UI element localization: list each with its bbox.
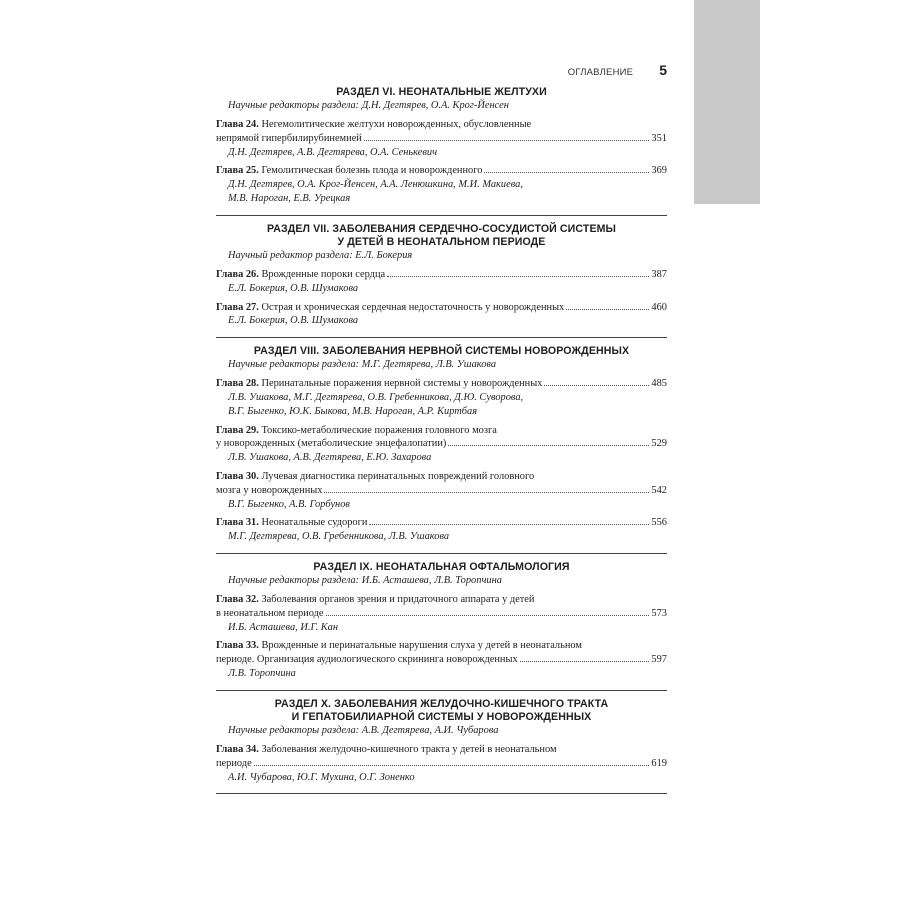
chapter-page-number: 351 — [651, 132, 667, 144]
dot-leader — [484, 172, 649, 173]
chapter-title-end: у новорожденных (метаболические энцефалопатии) — [216, 438, 447, 450]
chapter-entry[interactable] — [216, 424, 667, 465]
chapter-title-wrap — [216, 268, 385, 282]
chapter-title-last-line — [216, 437, 667, 451]
chapter-label: Глава 32. — [216, 593, 259, 605]
chapter-author-line: Л.В. Торопчина — [228, 667, 296, 679]
chapter-author-line: Е.Л. Бокерия, О.В. Шумакова — [228, 315, 359, 327]
chapter-title-wrap — [216, 377, 542, 391]
section-title-line: У ДЕТЕЙ В НЕОНАТАЛЬНОМ ПЕРИОДЕ — [337, 235, 546, 248]
chapter-author-line: Л.В. Ушакова, М.Г. Дегтярева, О.В. Гребенникова, Д.Ю. Суворова, — [228, 391, 524, 403]
section-title-line: РАЗДЕЛ VIII. ЗАБОЛЕВАНИЯ НЕРВНОЙ СИСТЕМЫ НОВОРОЖДЕННЫХ — [253, 345, 630, 358]
chapter-page-number: 387 — [651, 268, 667, 280]
chapter-label: Глава 28. — [216, 378, 259, 390]
chapter-author-line: А.И. Чубарова, Ю.Г. Мухина, О.Г. Зоненко — [228, 771, 415, 783]
chapter-title-first-line — [216, 743, 667, 757]
chapter-page-number: 597 — [651, 654, 667, 666]
toc-section — [216, 86, 667, 216]
chapter-title-line — [216, 164, 667, 178]
section-editors: Научные редакторы раздела: И.Б. Асташева, Л.В. Торопчина — [228, 575, 502, 587]
chapter-authors — [228, 314, 667, 328]
chapter-title-end: мозга у новорожденных — [216, 484, 323, 496]
chapter-page-number: 529 — [651, 438, 667, 450]
dot-leader — [448, 445, 649, 446]
section-title-line: И ГЕПАТОБИЛИАРНОЙ СИСТЕМЫ У НОВОРОЖДЕННЫХ — [291, 710, 592, 723]
chapter-entry[interactable] — [216, 301, 667, 329]
chapter-page-number: 619 — [651, 757, 667, 769]
chapter-entry[interactable] — [216, 377, 667, 418]
section-title-line: РАЗДЕЛ IX. НЕОНАТАЛЬНАЯ ОФТАЛЬМОЛОГИЯ — [313, 560, 570, 573]
chapter-label: Глава 30. — [216, 470, 259, 482]
toc-section — [216, 223, 667, 338]
dot-leader — [254, 765, 650, 766]
running-header-title: ОГЛАВЛЕНИЕ — [567, 67, 634, 78]
chapter-authors — [228, 282, 667, 296]
section-title-line: РАЗДЕЛ VI. НЕОНАТАЛЬНЫЕ ЖЕЛТУХИ — [336, 86, 547, 98]
chapter-title-wrap — [216, 164, 482, 178]
chapter-title: Перинатальные поражения нервной системы у новорожденных — [261, 378, 543, 390]
chapter-title-last-line — [216, 757, 667, 771]
section-editors: Научный редактор раздела: Е.Л. Бокерия — [228, 250, 413, 262]
chapter-entry[interactable] — [216, 268, 667, 296]
chapter-author-line: М.В. Нароган, Е.В. Урецкая — [228, 192, 351, 204]
chapter-title: Врожденные пороки сердца — [261, 268, 386, 280]
chapter-title-end: непрямой гипербилирубинемией — [216, 132, 362, 144]
section-title — [216, 223, 667, 249]
chapter-authors — [228, 451, 667, 465]
chapter-title-first-line — [216, 424, 667, 438]
chapter-entry[interactable] — [216, 639, 667, 680]
chapter-title: Неонатальные судороги — [261, 517, 368, 529]
chapter-label: Глава 31. — [216, 517, 259, 529]
running-header — [216, 62, 667, 78]
chapter-title-line — [216, 516, 667, 530]
chapter-page-number: 542 — [651, 484, 667, 496]
chapter-title-first-line — [216, 593, 667, 607]
dot-leader — [364, 140, 650, 141]
chapter-label: Глава 33. — [216, 640, 259, 652]
chapter-title-first-line — [216, 639, 667, 653]
dot-leader — [566, 309, 649, 310]
chapter-title-start: Заболевания органов зрения и придаточного аппарата у детей — [261, 593, 535, 605]
dot-leader — [326, 615, 650, 616]
dot-leader — [387, 276, 649, 277]
chapter-label: Глава 27. — [216, 301, 259, 313]
chapter-author-line: И.Б. Асташева, И.Г. Кан — [228, 621, 339, 633]
chapter-title-start: Заболевания желудочно-кишечного тракта у детей в неонатальном — [261, 743, 557, 755]
chapter-author-line: В.Г. Быгенко, А.В. Горбунов — [228, 498, 350, 510]
chapter-entry[interactable] — [216, 470, 667, 511]
section-title-line: РАЗДЕЛ X. ЗАБОЛЕВАНИЯ ЖЕЛУДОЧНО-КИШЕЧНОГО ТРАКТА — [274, 697, 609, 710]
chapter-authors — [228, 667, 667, 681]
chapter-label: Глава 29. — [216, 424, 259, 436]
chapter-authors — [228, 178, 667, 206]
chapter-page-number: 485 — [651, 378, 667, 390]
chapter-title-first-line — [216, 470, 667, 484]
chapter-authors — [228, 391, 667, 419]
chapter-page-number: 573 — [651, 607, 667, 619]
section-title — [216, 698, 667, 724]
page-number: 5 — [659, 62, 667, 78]
chapter-title-start: Токсико-метаболические поражения головного мозга — [261, 424, 497, 436]
chapter-title-start: Врожденные и перинатальные нарушения слуха у детей в неонатальном — [261, 640, 582, 652]
chapter-title-first-line — [216, 118, 667, 132]
toc-section — [216, 561, 667, 691]
dot-leader — [369, 524, 649, 525]
page-edge-tab — [694, 0, 760, 204]
chapter-entry[interactable] — [216, 516, 667, 544]
chapter-title-last-line — [216, 132, 667, 146]
chapter-title-line — [216, 268, 667, 282]
chapter-title-start: Негемолитические желтухи новорожденных, обусловленные — [261, 119, 532, 130]
dot-leader — [324, 492, 649, 493]
chapter-author-line: М.Г. Дегтярева, О.В. Гребенникова, Л.В. Ушакова — [228, 531, 450, 543]
chapter-label: Глава 34. — [216, 743, 259, 755]
chapter-title-start: Лучевая диагностика перинатальных повреждений головного — [261, 470, 535, 482]
chapter-title-end: периоде. Организация аудиологического скрининга новорожденных — [216, 654, 518, 666]
chapter-authors — [228, 498, 667, 512]
chapter-authors — [228, 530, 667, 544]
dot-leader — [520, 661, 650, 662]
chapter-authors — [228, 771, 667, 785]
toc-section — [216, 345, 667, 554]
section-title — [216, 86, 667, 99]
table-of-contents — [216, 86, 667, 801]
chapter-author-line: Е.Л. Бокерия, О.В. Шумакова — [228, 282, 359, 294]
chapter-author-line: Л.В. Ушакова, А.В. Дегтярева, Е.Ю. Захарова — [228, 452, 432, 464]
chapter-label: Глава 25. — [216, 165, 259, 177]
chapter-title-end: в неонатальном периоде — [216, 607, 324, 619]
chapter-entry[interactable] — [216, 593, 667, 634]
chapter-title-wrap — [216, 516, 367, 530]
chapter-author-line: В.Г. Быгенко, Ю.К. Быкова, М.В. Нароган, А.Р. Киртбая — [228, 405, 478, 417]
chapter-entry[interactable] — [216, 118, 667, 159]
section-editors: Научные редакторы раздела: Д.Н. Дегтярев, О.А. Крог-Йенсен — [228, 100, 509, 112]
toc-section — [216, 698, 667, 795]
chapter-page-number: 369 — [651, 165, 667, 177]
chapter-title: Острая и хроническая сердечная недостаточность у новорожденных — [261, 301, 565, 313]
section-editors: Научные редакторы раздела: М.Г. Дегтярева, Л.В. Ушакова — [228, 359, 497, 371]
section-title — [216, 345, 667, 358]
chapter-entry[interactable] — [216, 743, 667, 784]
chapter-author-line: Д.Н. Дегтярев, О.А. Крог-Йенсен, А.А. Ленюшкина, М.И. Макиева, — [228, 179, 523, 191]
chapter-label: Глава 26. — [216, 268, 259, 280]
chapter-title-last-line — [216, 653, 667, 667]
chapter-title: Гемолитическая болезнь плода и новорожденного — [261, 165, 483, 177]
chapter-title-last-line — [216, 484, 667, 498]
chapter-title-line — [216, 377, 667, 391]
chapter-title-line — [216, 301, 667, 315]
chapter-title-last-line — [216, 607, 667, 621]
section-title-line: РАЗДЕЛ VII. ЗАБОЛЕВАНИЯ СЕРДЕЧНО-СОСУДИСТОЙ СИСТЕМЫ — [266, 222, 617, 235]
section-title — [216, 561, 667, 574]
dot-leader — [544, 385, 649, 386]
chapter-authors — [228, 621, 667, 635]
chapter-label: Глава 24. — [216, 119, 259, 130]
section-editors: Научные редакторы раздела: А.В. Дегтярева, А.И. Чубарова — [228, 725, 499, 737]
chapter-authors — [228, 146, 667, 160]
chapter-title-wrap — [216, 301, 564, 315]
chapter-entry[interactable] — [216, 164, 667, 205]
chapter-page-number: 556 — [651, 517, 667, 529]
chapter-page-number: 460 — [651, 301, 667, 313]
chapter-title-end: периоде — [216, 757, 252, 769]
chapter-author-line: Д.Н. Дегтярев, А.В. Дегтярева, О.А. Сенькевич — [228, 146, 438, 158]
